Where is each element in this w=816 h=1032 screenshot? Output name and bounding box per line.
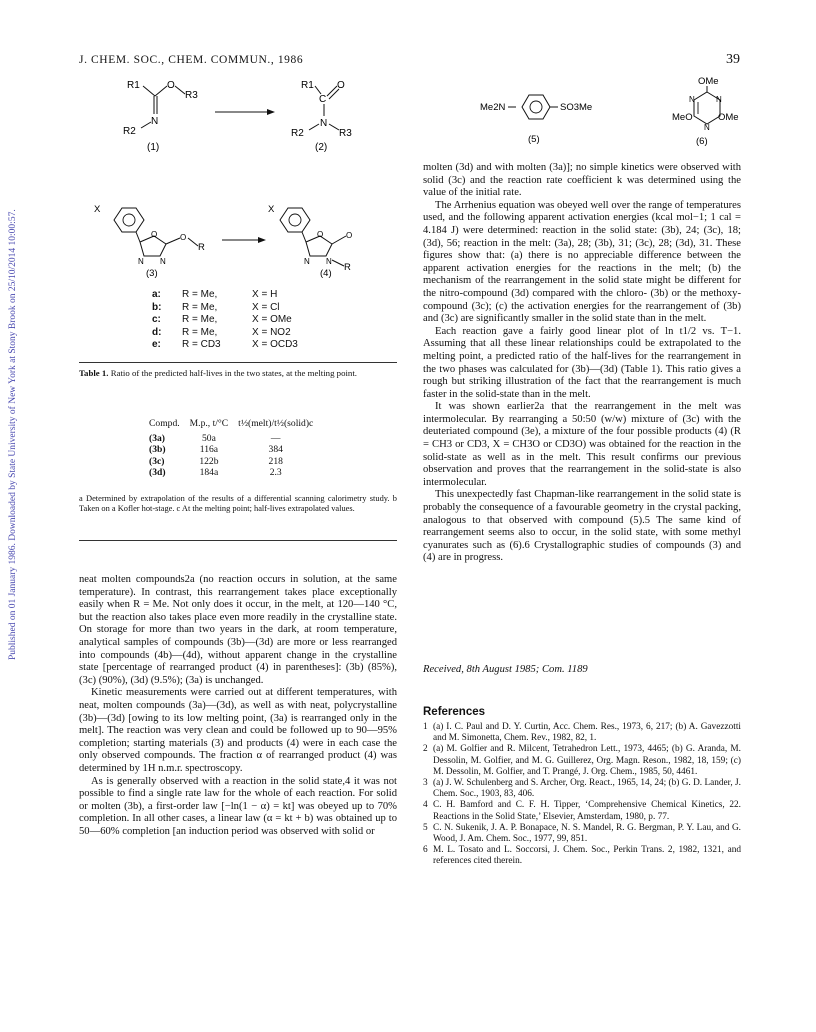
reference-item: 1 (a) I. C. Paul and D. Y. Curtin, Acc. Chem. Res., 1973, 6, 217; (b) A. Gavezzotti and M. Simonetta, Chem. Rev., 1982, 82, 1. (423, 722, 741, 744)
provenance-note: Published on 01 January 1986. Downloaded by State University of New York at Stony Brook on 25/10/2014 10:00:57. (8, 209, 18, 660)
ring-n-1: N (716, 95, 722, 104)
body-paragraph: neat molten compounds2a (no reaction occurs in solution, at the same temperature). In contrast, this rearrangement takes place exceptionally easily when R = Me. Not only does it occur, in the melt, at 120—140 °C, but the reaction also takes place even more readily in the crystalline state. On storage for more than two years in the dark, at room temperature, analytical samples of compounds (3b)—(3d) are more or less rearranged into compounds (4b)—(4d), without apparent change in the crystalline state [percentage of rearranged product (4) in parentheses]: (3b) (85%), (3c) (90%), (3d) (9.5%); (3a) is unchanged. (79, 574, 397, 686)
body-paragraph: The Arrhenius equation was obeyed well over the range of temperatures used, and the following apparent activation energies (kcal mol−1; 1 cal = 4.184 J) were determined: reaction in the solid state: (3b), 24; (3c), 18; (3d), 56; reaction in the melt: (3a), 28; (3b), 31; (3c), 28; (3d), 31. These figures show that: (a) there is no appreciable difference between the apparent activation energies for the reactions in the melt; (b) the mechanism of the rearrangement in the solid state might be different for the nitro-compound (3d) compared with the chloro- (3b) or the methoxy-compound (3c); (c) the activation energies for the rearrangement of (3b) and (3c) are significantly smaller in the solid state than in the melt. (423, 199, 741, 325)
page-number: 39 (726, 52, 740, 67)
ring-n-b: N (160, 257, 166, 266)
table-bottom-rule (79, 540, 397, 541)
ring-o-product: O (317, 230, 324, 239)
label-r1-product: R1 (301, 80, 314, 91)
ring-n-2: N (689, 95, 695, 104)
body-paragraph: Each reaction gave a fairly good linear plot of ln t1/2 vs. T−1. Assuming that all these linear relationships could be extrapolated to the melting point, a predicted ratio of the half-lives for the rearrangement in the two phases was calculated for (3b)—(3d) (Table 1). This ratio gives a rough but striking illustration of the fact that the rearrangement is much faster in the solid-state than in the melt. (423, 325, 741, 400)
label-r3: R3 (185, 90, 198, 101)
body-paragraph: As is generally observed with a reaction in the solid state,4 it was not possible to find a single rate law for the whole of each reaction. For solid or molten (3b), a first-order law [−ln(1 − α) = kt] was obeyed up to 70% completion. In all other cases, a linear law (α = kt + b) was obtained up to 50—60% completion [an induction period was observed with solid or (79, 775, 397, 837)
label-x: X (94, 204, 101, 215)
label-compound-6: (6) (696, 136, 708, 147)
running-head: J. CHEM. SOC., CHEM. COMMUN., 1986 (79, 54, 304, 66)
ring-n-a: N (138, 257, 144, 266)
substituent-row: a: R = Me, X = H (152, 289, 278, 300)
table-row: (3a) 50a — (149, 432, 281, 444)
label-compound-3: (3) (146, 268, 158, 278)
right-column (423, 162, 741, 565)
structure-compound-5 (480, 84, 620, 146)
reference-item: 6 M. L. Tosato and L. Soccorsi, J. Chem. Soc., Perkin Trans. 2, 1982, 1321, and references cited therein. (423, 845, 741, 867)
scheme-imidate-to-amide (115, 72, 375, 154)
label-n-product: N (320, 118, 328, 129)
table-row: (3b) 116a 384 (149, 444, 283, 455)
reference-item: 2 (a) M. Golfier and R. Milcent, Tetrahedron Lett., 1973, 4465; (b) G. Aranda, M. Dessolin, M. Golfier, and M. G. Guillerez, Org. Magn. Reson., 1982, 18, 159; (c) M. Dessolin, M. Golfier, and T. Prangé, J. Org. Chem., 1985, 50, 4461. (423, 744, 741, 777)
substituent-list (152, 289, 372, 352)
carbonyl-o: O (346, 231, 353, 240)
reference-item: 5 C. N. Sukenik, J. A. P. Bonapace, N. S. Mandel, R. G. Bergman, P. Y. Lau, and G. Wood, J. Am. Chem. Soc., 1977, 99, 851. (423, 822, 741, 845)
label-n: N (151, 116, 159, 127)
ring-n-b-product: N (326, 257, 332, 266)
table-footnote: a Determined by extrapolation of the results of a differential scanning calorimetry study. b Taken on a Kofler hot-stage. c At the melting point; half-lives extrapolated values. (79, 494, 397, 514)
table-row: (3c) 122b 218 (149, 455, 283, 467)
body-paragraph: Kinetic measurements were carried out at different temperatures, with neat, molten compounds (3a)—(3d), as well as with neat, polycrystalline (3b)—(3d) [owing to its low melting point, (3a) is rearranged only in the melt]. The reaction was very clean and could be followed up to 90—95% completion; starting materials (3) and products (4) were in each case the only observed compounds. The fraction α of rearranged product (4) was determined by 1H n.m.r. spectroscopy. (79, 687, 397, 774)
label-c-product: C (319, 94, 327, 105)
label-r1: R1 (127, 80, 140, 91)
reference-item: 4 C. H. Bamford and C. F. H. Tipper, ‘Comprehensive Chemical Kinetics, 22. Reactions in the Solid State,’ Elsevier, Amsterdam, 1980, p. 77. (423, 800, 741, 822)
label-so3me: SO3Me (560, 102, 593, 113)
label-r: R (198, 242, 205, 253)
table-caption-text: Ratio of the predicted half-lives in the two states, at the melting point. (110, 368, 357, 378)
references-list (423, 722, 741, 868)
label-compound-1: (1) (147, 142, 160, 153)
left-column (79, 574, 397, 838)
substituent-row: b: R = Me, X = Cl (152, 301, 280, 313)
label-ome-top: OMe (698, 76, 719, 87)
exo-o: O (180, 233, 187, 242)
substituent-row: e: R = CD3 X = OCD3 (152, 339, 298, 350)
label-meo: MeO (672, 112, 693, 123)
label-r3-product: R3 (339, 128, 352, 139)
scheme-oxadiazole-rearrangement (94, 196, 384, 278)
label-compound-2: (2) (315, 142, 328, 153)
body-paragraph: This unexpectedly fast Chapman-like rearrangement in the solid state is probably the consequence of a favourable geometry in the crystal packing, analogous to that observed with compound (5).5 The same kind of rearrangement seems also to occur, in the solid state, with some methyl cyanurates such as (6).6 Crystallographic studies of compounds (3) and (4) are in progress. (423, 489, 741, 564)
table-caption-label: Table 1. (79, 368, 109, 378)
label-compound-4: (4) (320, 268, 332, 278)
table-header: Compd. (149, 418, 180, 429)
label-r2-product: R2 (291, 128, 304, 139)
table-caption (79, 368, 397, 379)
references-heading: References (423, 706, 486, 718)
table-1 (144, 418, 318, 479)
body-paragraph: molten (3d) and with molten (3a)]; no simple kinetics were observed with solid (3c) and the reaction rate coefficient k was determined using the value of the initial rate. (423, 162, 741, 199)
label-me2n: Me2N (480, 102, 506, 113)
label-r2: R2 (123, 126, 136, 137)
structure-compound-6 (656, 72, 756, 148)
ring-o: O (151, 230, 158, 239)
label-compound-5: (5) (528, 134, 540, 145)
received-line: Received, 8th August 1985; Com. 1189 (423, 664, 588, 675)
label-o-product: O (337, 80, 345, 91)
ring-n-3: N (704, 123, 710, 132)
substituent-row: c: R = Me, X = OMe (152, 314, 292, 325)
label-r-product: R (344, 262, 351, 273)
table-row: (3d) 184a 2.3 (149, 467, 282, 478)
label-x-product: X (268, 204, 275, 215)
table-header: t½(melt)/t½(solid)c (238, 418, 314, 429)
table-top-rule (79, 362, 397, 363)
body-paragraph: It was shown earlier2a that the rearrangement in the melt was intermolecular. By rearranging a 50:50 (w/w) mixture of (3c) with the deuteriated compound (3e), a mixture of the four possible products (4) (R = CH3 or CD3, X = CH3O or CD3O) was obtained for the reaction in the solid-state as well as in the melt. This result confirms our previous observation and proves that the rearrangement in the solid-state is also intermolecular. (423, 401, 741, 488)
reference-item: 3 (a) J. W. Schulenberg and S. Archer, Org. React., 1965, 14, 24; (b) G. D. Lander, J. Chem. Soc., 1903, 83, 406. (423, 778, 741, 800)
substituent-row: d: R = Me, X = NO2 (152, 326, 291, 338)
label-ome-right: OMe (718, 112, 739, 123)
table-header-row (144, 418, 318, 430)
ring-n-a-product: N (304, 257, 310, 266)
table-header: M.p., t/°C (189, 418, 229, 429)
label-o: O (167, 80, 175, 91)
